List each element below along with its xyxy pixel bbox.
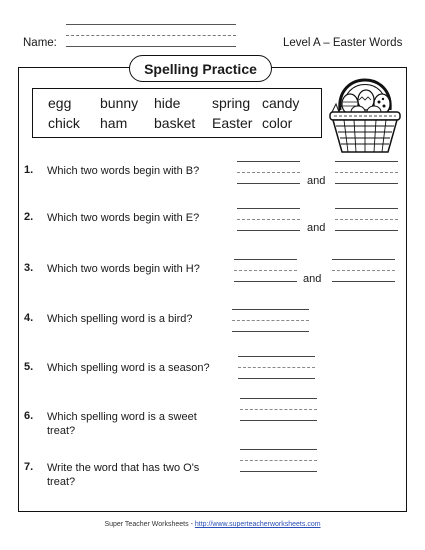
question-text: Which two words begin with B? <box>47 165 200 177</box>
level-label: Level A – Easter Words <box>283 37 403 49</box>
answer-top-line <box>332 259 395 260</box>
name-top-rule <box>66 24 236 25</box>
question-number: 7. <box>24 461 34 473</box>
word-bank-item: ham <box>100 115 128 131</box>
and-label: and <box>307 222 326 234</box>
answer-top-line <box>234 259 297 260</box>
answer-guide-dash <box>234 270 297 271</box>
question-text: Which spelling word is a season? <box>47 362 210 374</box>
word-bank-item: candy <box>262 95 300 111</box>
answer-line[interactable] <box>335 230 398 231</box>
question-number: 5. <box>24 361 34 373</box>
word-bank-item: basket <box>154 115 196 131</box>
answer-top-line <box>232 309 309 310</box>
question-text: Which spelling word is a bird? <box>47 313 193 325</box>
answer-guide-dash <box>240 460 317 461</box>
question-text-line1: Write the word that has two O's <box>47 462 200 474</box>
question-text-line2: treat? <box>47 425 76 437</box>
name-write-line[interactable] <box>66 46 236 47</box>
footer-link[interactable]: http://www.superteacherworksheets.com <box>194 521 321 528</box>
word-bank-item: hide <box>154 95 181 111</box>
word-bank-item: egg <box>48 95 72 111</box>
answer-top-line <box>237 208 300 209</box>
answer-line[interactable] <box>234 281 297 282</box>
and-label: and <box>307 175 326 187</box>
name-guide-dash <box>66 35 236 36</box>
question-text: Which two words begin with E? <box>47 212 200 224</box>
name-label: Name: <box>23 37 57 49</box>
answer-line[interactable] <box>237 183 300 184</box>
answer-guide-dash <box>237 219 300 220</box>
answer-line[interactable] <box>335 183 398 184</box>
word-bank-item: Easter <box>212 115 253 131</box>
answer-line[interactable] <box>240 471 317 472</box>
question-number: 6. <box>24 410 34 422</box>
word-bank-item: bunny <box>100 95 139 111</box>
word-bank-item: spring <box>212 95 251 111</box>
footer-publisher: Super Teacher Worksheets <box>104 521 189 528</box>
answer-guide-dash <box>335 172 398 173</box>
easter-basket-icon <box>322 66 408 156</box>
word-bank-item: color <box>262 115 293 131</box>
question-text: Which two words begin with H? <box>47 263 200 275</box>
answer-guide-dash <box>232 320 309 321</box>
answer-top-line <box>238 356 315 357</box>
footer <box>0 521 425 528</box>
answer-line[interactable] <box>238 378 315 379</box>
answer-guide-dash <box>238 367 315 368</box>
answer-top-line <box>335 208 398 209</box>
answer-top-line <box>240 449 317 450</box>
question-number: 4. <box>24 312 34 324</box>
answer-line[interactable] <box>240 420 317 421</box>
answer-line[interactable] <box>232 331 309 332</box>
question-number: 3. <box>24 262 34 274</box>
answer-top-line <box>240 398 317 399</box>
footer-separator: - <box>190 521 193 528</box>
answer-top-line <box>237 161 300 162</box>
word-bank <box>32 88 322 138</box>
answer-guide-dash <box>335 219 398 220</box>
answer-line[interactable] <box>332 281 395 282</box>
answer-guide-dash <box>237 172 300 173</box>
question-text-line2: treat? <box>47 476 76 488</box>
word-bank-item: chick <box>48 115 80 131</box>
answer-guide-dash <box>332 270 395 271</box>
and-label: and <box>303 273 322 285</box>
question-number: 1. <box>24 164 34 176</box>
worksheet-title: Spelling Practice <box>129 55 272 82</box>
answer-top-line <box>335 161 398 162</box>
question-text-line1: Which spelling word is a sweet <box>47 411 197 423</box>
question-number: 2. <box>24 211 34 223</box>
answer-line[interactable] <box>237 230 300 231</box>
answer-guide-dash <box>240 409 317 410</box>
